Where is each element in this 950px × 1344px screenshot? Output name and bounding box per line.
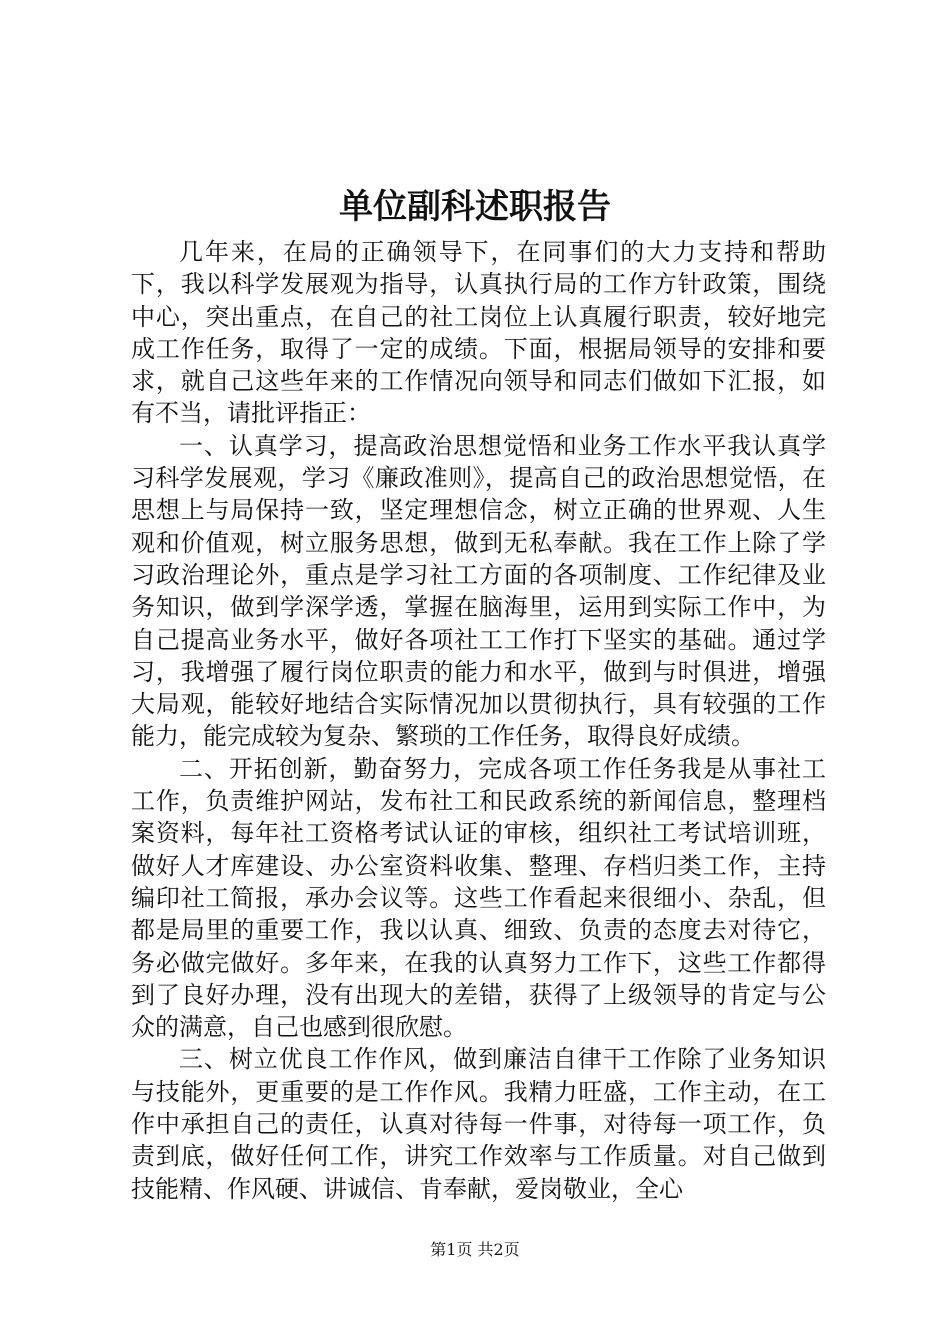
document-body: [131, 236, 826, 1205]
paragraph-section-one: 一、认真学习，提高政治思想觉悟和业务工作水平我认真学习科学发展观，学习《廉政准则》，提高自己的政治思想觉悟，在思想上与局保持一致，坚定理想信念，树立正确的世界观、人生观和价值观，树立服务思想，做到无私奉献。我在工作上除了学习政治理论外，重点是学习社工方面的各项制度、工作纪律及业务知识，做到学深学透，掌握在脑海里，运用到实际工作中，为自己提高业务水平，做好各项社工工作打下坚实的基础。通过学习，我增强了履行岗位职责的能力和水平，做到与时俱进，增强大局观，能较好地结合实际情况加以贯彻执行，具有较强的工作能力，能完成较为复杂、繁琐的工作任务，取得良好成绩。: [131, 431, 826, 751]
document-title: 单位副科述职报告: [339, 187, 611, 227]
paragraph-intro: 几年来，在局的正确领导下，在同事们的大力支持和帮助下，我以科学发展观为指导，认真执行局的工作方针政策，围绕中心，突出重点，在自己的社工岗位上认真履行职责，较好地完成工作任务，取得了一定的成绩。下面，根据局领导的安排和要求，就自己这些年来的工作情况向领导和同志们做如下汇报，如有不当，请批评指正：: [131, 238, 826, 428]
paragraph-section-two: 二、开拓创新，勤奋努力，完成各项工作任务我是从事社工工作，负责维护网站，发布社工和民政系统的新闻信息，整理档案资料，每年社工资格考试认证的审核，组织社工考试培训班，做好人才库建设、办公室资料收集、整理、存档归类工作，主持编印社工简报，承办会议等。这些工作看起来很细小、杂乱，但都是局里的重要工作，我以认真、细致、负责的态度去对待它，务必做完做好。多年来，在我的认真努力工作下，这些工作都得到了良好办理，没有出现大的差错，获得了上级领导的肯定与公众的满意，自己也感到很欣慰。: [131, 754, 826, 1042]
page-number-footer: 第1页 共2页: [430, 1240, 520, 1259]
paragraph-section-three: 三、树立优良工作作风，做到廉洁自律干工作除了业务知识与技能外，更重要的是工作作风。我精力旺盛，工作主动，在工作中承担自己的责任，认真对待每一件事，对待每一项工作，负责到底，做好任何工作，讲究工作效率与工作质量。对自己做到技能精、作风硬、讲诚信、肯奉献，爱岗敬业，全心: [131, 1045, 826, 1203]
